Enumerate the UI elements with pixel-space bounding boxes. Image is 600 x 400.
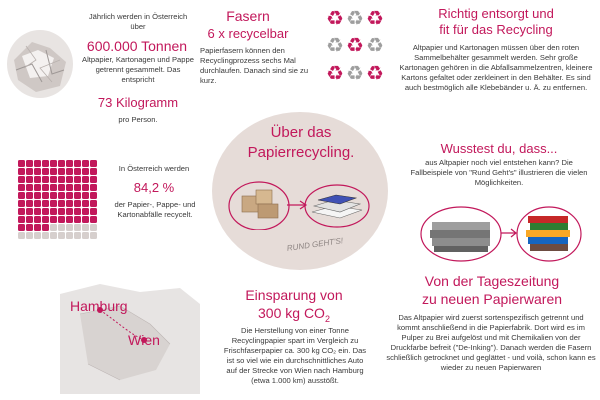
richtig-title-1: Richtig entsorgt und <box>438 6 554 21</box>
waffle-cell-filled <box>42 200 49 207</box>
waffle-cell-empty <box>50 224 57 231</box>
waffle-cell-filled <box>34 168 41 175</box>
arrow-icon <box>286 200 308 210</box>
crumpled-paper-icon <box>2 20 77 105</box>
waffle-cell-filled <box>26 216 33 223</box>
waffle-cell-filled <box>34 160 41 167</box>
einsparung-value-main: 300 kg CO <box>258 305 325 321</box>
tageszeitung-title-1: Von der Tageszeitung <box>424 273 560 289</box>
waffle-cell-empty <box>74 232 81 239</box>
waffle-cell-filled <box>58 168 65 175</box>
waffle-cell-filled <box>42 208 49 215</box>
waffle-cell-filled <box>66 176 73 183</box>
waffle-cell-empty <box>82 224 89 231</box>
waffle-cell-empty <box>90 232 97 239</box>
center-slogan: RUND GEHT'S! <box>286 236 344 253</box>
waffle-cell-filled <box>18 192 25 199</box>
waffle-cell-filled <box>90 160 97 167</box>
recycle-icon: ♻ <box>366 8 384 30</box>
waffle-cell-filled <box>66 192 73 199</box>
waffle-cell-empty <box>82 232 89 239</box>
waffle-cell-filled <box>50 200 57 207</box>
top-left-per-person: pro Person. <box>118 115 158 124</box>
waffle-cell-filled <box>82 176 89 183</box>
top-left-intro: Jährlich werden in Österreich über <box>88 12 188 31</box>
austria-percent: 84,2 % <box>133 180 175 195</box>
waffle-cell-empty <box>74 224 81 231</box>
cardboard-stack-icon <box>420 206 502 262</box>
waffle-cell-filled <box>74 208 81 215</box>
waffle-cell-filled <box>66 160 73 167</box>
recycle-symbols <box>325 6 385 88</box>
waffle-cell-empty <box>18 232 25 239</box>
waffle-cell-filled <box>34 208 41 215</box>
waffle-cell-filled <box>58 176 65 183</box>
waffle-cell-filled <box>26 192 33 199</box>
waffle-cell-empty <box>26 232 33 239</box>
waffle-cell-filled <box>66 216 73 223</box>
waffle-cell-empty <box>66 232 73 239</box>
waffle-cell-filled <box>26 224 33 231</box>
recycle-icon: ♻ <box>366 35 384 58</box>
waffle-cell-filled <box>82 184 89 191</box>
waffle-cell-filled <box>34 224 41 231</box>
waffle-cell-filled <box>90 216 97 223</box>
recycle-icon: ♻ <box>346 62 364 85</box>
einsparung-text: Die Herstellung von einer Tonne Recyclingpapier spart im Vergleich zu Frischfaserpapier ca. 300 kg CO₂ ein. Das ist so viel wie ein durchschnittliches Auto auf der Strecke von Wien nach Hamburg (etwa 1.000 km) ausstößt. <box>223 326 367 385</box>
richtig-title-2: fit für das Recycling <box>439 22 553 37</box>
waffle-cell-filled <box>74 200 81 207</box>
waffle-cell-filled <box>26 200 33 207</box>
waffle-cell-filled <box>58 160 65 167</box>
recycling-waffle-chart <box>18 160 98 239</box>
waffle-cell-filled <box>50 168 57 175</box>
center-title-1: Über das <box>270 124 332 141</box>
waffle-cell-filled <box>34 192 41 199</box>
waffle-cell-filled <box>18 208 25 215</box>
wusstest-title: Wusstest du, dass... <box>440 141 558 156</box>
austria-text: der Papier-, Pappe- und Kartonabfälle recycelt. <box>114 200 196 219</box>
waffle-cell-empty <box>58 232 65 239</box>
recycle-icon: ♻ <box>326 62 344 85</box>
fasern-subtitle: 6 x recycelbar <box>207 26 289 41</box>
waffle-cell-filled <box>74 184 81 191</box>
waffle-cell-filled <box>42 224 49 231</box>
center-title-2: Papierrecycling. <box>247 144 355 161</box>
waffle-cell-filled <box>26 208 33 215</box>
waffle-cell-filled <box>90 208 97 215</box>
waffle-cell-filled <box>18 224 25 231</box>
waffle-cell-filled <box>82 168 89 175</box>
recycle-icon: ♻ <box>326 35 344 58</box>
book-stack-icon <box>516 206 582 262</box>
richtig-text: Altpapier und Kartonagen müssen über den roten Sammelbehälter gesammelt werden. Sehr große Kartonagen gehören in die Abfallsammelzentren, kleinere Kartons gefaltet oder zerkleinert in den Behälter. Es sind auch bestmöglich alle Klebebänder u. Ä. zu entfernen. <box>399 43 593 92</box>
waffle-cell-filled <box>42 168 49 175</box>
waffle-cell-filled <box>18 176 25 183</box>
waffle-cell-filled <box>82 200 89 207</box>
waffle-cell-filled <box>82 216 89 223</box>
waffle-cell-empty <box>42 232 49 239</box>
waffle-cell-filled <box>66 200 73 207</box>
waffle-cell-filled <box>90 168 97 175</box>
tageszeitung-text: Das Altpapier wird zuerst sortenspezifisch getrennt und kommt anschließend in die Papierfabrik. Dort wird es im Pulper zu Brei aufgelöst und mit Chemikalien von der Druckfarbe befreit ("De-Inking"). Danach werden die Fasern schließlich getrocknet und geglättet - und voilà, schon kann es wieder zu neuen Papierwaren <box>386 313 596 372</box>
waffle-cell-filled <box>82 160 89 167</box>
waffle-cell-filled <box>50 216 57 223</box>
waffle-cell-filled <box>82 192 89 199</box>
waffle-cell-filled <box>82 208 89 215</box>
waffle-cell-filled <box>42 184 49 191</box>
waffle-cell-filled <box>42 192 49 199</box>
waffle-cell-filled <box>26 168 33 175</box>
waffle-cell-filled <box>42 216 49 223</box>
waffle-cell-filled <box>42 176 49 183</box>
waffle-cell-filled <box>58 208 65 215</box>
waffle-cell-filled <box>18 200 25 207</box>
waffle-cell-filled <box>50 176 57 183</box>
waffle-cell-filled <box>18 168 25 175</box>
recycle-icon: ♻ <box>366 62 384 85</box>
waffle-cell-filled <box>58 192 65 199</box>
top-left-text: Altpapier, Kartonagen und Pappe getrennt gesammelt. Das entspricht <box>82 55 194 84</box>
recycle-icon: ♻ <box>346 8 364 30</box>
waffle-cell-filled <box>50 184 57 191</box>
austria-intro: In Österreich werden <box>118 164 190 173</box>
recycle-icon: ♻ <box>326 8 344 30</box>
waffle-cell-filled <box>50 192 57 199</box>
einsparung-title: Einsparung von <box>245 287 343 303</box>
waffle-cell-filled <box>74 168 81 175</box>
arrow-icon <box>500 228 518 238</box>
wusstest-text: aus Altpapier noch viel entstehen kann? Die Fallbeispiele von "Rund Geht's" illustrieren die vielen Möglichkeiten. <box>410 158 588 187</box>
fasern-title: Fasern <box>226 8 270 24</box>
waffle-cell-filled <box>66 168 73 175</box>
einsparung-value-sub: 2 <box>324 313 330 324</box>
waffle-cell-filled <box>50 160 57 167</box>
tageszeitung-title-2: zu neuen Papierwaren <box>421 291 563 307</box>
waffle-cell-filled <box>74 216 81 223</box>
waffle-cell-filled <box>58 200 65 207</box>
einsparung-value <box>224 305 364 327</box>
waffle-cell-filled <box>74 176 81 183</box>
waffle-cell-filled <box>66 184 73 191</box>
books-icon <box>304 182 370 228</box>
waffle-cell-filled <box>26 176 33 183</box>
waffle-cell-filled <box>74 160 81 167</box>
waffle-cell-filled <box>26 184 33 191</box>
waffle-cell-filled <box>34 200 41 207</box>
map-city-wien: Wien <box>128 332 160 348</box>
waffle-cell-filled <box>90 200 97 207</box>
top-left-big-tonnes: 600.000 Tonnen <box>86 38 188 54</box>
cardboard-boxes-icon <box>228 176 290 230</box>
waffle-cell-empty <box>58 224 65 231</box>
waffle-cell-empty <box>90 224 97 231</box>
waffle-cell-filled <box>66 208 73 215</box>
waffle-cell-filled <box>90 184 97 191</box>
waffle-cell-empty <box>50 232 57 239</box>
waffle-cell-filled <box>50 208 57 215</box>
waffle-cell-filled <box>34 216 41 223</box>
recycle-icon: ♻ <box>346 35 364 58</box>
waffle-cell-filled <box>18 184 25 191</box>
waffle-cell-filled <box>58 216 65 223</box>
map-city-hamburg: Hamburg <box>70 298 128 314</box>
fasern-text: Papierfasern können den Recyclingprozess sechs Mal durchlaufen. Danach sind sie zu kurz. <box>200 46 309 85</box>
waffle-cell-filled <box>90 176 97 183</box>
waffle-cell-filled <box>34 176 41 183</box>
waffle-cell-empty <box>66 224 73 231</box>
waffle-cell-filled <box>18 216 25 223</box>
waffle-cell-filled <box>34 184 41 191</box>
waffle-cell-filled <box>74 192 81 199</box>
top-left-big-kg: 73 Kilogramm <box>97 95 179 110</box>
waffle-cell-filled <box>58 184 65 191</box>
waffle-cell-filled <box>18 160 25 167</box>
waffle-cell-filled <box>42 160 49 167</box>
waffle-cell-filled <box>26 160 33 167</box>
waffle-cell-empty <box>34 232 41 239</box>
waffle-cell-filled <box>90 192 97 199</box>
